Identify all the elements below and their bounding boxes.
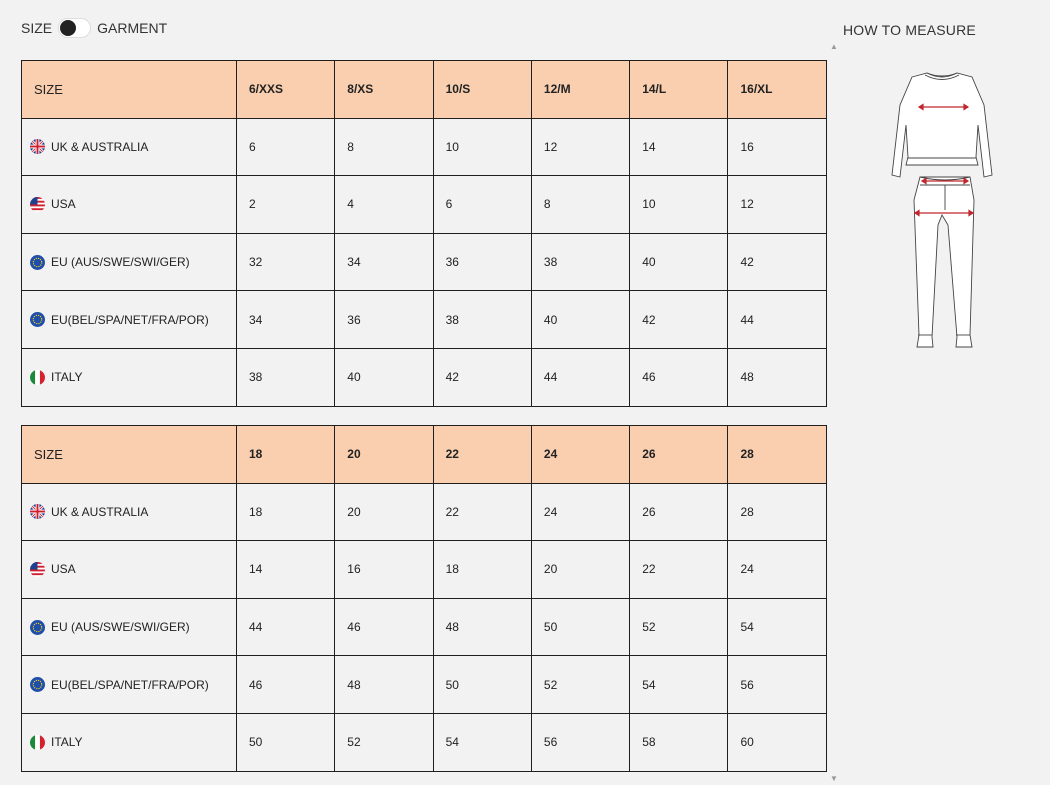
table-row [22, 291, 827, 349]
header-cell: 16/XL [728, 61, 826, 119]
size-value-cell: 14 [237, 541, 335, 599]
us-flag-icon [30, 197, 45, 212]
size-value-cell: 54 [630, 656, 728, 714]
italy-flag-icon [30, 370, 45, 385]
size-value-cell: 16 [728, 118, 826, 176]
table-row [22, 656, 827, 714]
size-value-cell: 22 [630, 541, 728, 599]
region-label: USA [51, 197, 76, 212]
size-value-cell: 14 [630, 118, 728, 176]
size-value-cell: 36 [335, 291, 433, 349]
size-value-cell: 10 [630, 176, 728, 234]
region-cell [22, 713, 237, 771]
table-header-row [22, 426, 827, 484]
size-value-cell: 52 [531, 656, 629, 714]
size-value-cell: 4 [335, 176, 433, 234]
size-value-cell: 12 [728, 176, 826, 234]
size-value-cell: 18 [433, 541, 531, 599]
header-cell: 8/XS [335, 61, 433, 119]
size-value-cell: 40 [531, 291, 629, 349]
size-value-cell: 24 [728, 541, 826, 599]
size-value-cell: 38 [433, 291, 531, 349]
header-cell: 24 [531, 426, 629, 484]
table-row [22, 176, 827, 234]
unit-toggle [21, 17, 167, 39]
size-value-cell: 60 [728, 713, 826, 771]
us-flag-icon [30, 562, 45, 577]
switch-knob [60, 20, 76, 36]
uk-flag-icon [30, 139, 45, 154]
size-value-cell: 38 [531, 233, 629, 291]
toggle-label-size: SIZE [21, 20, 53, 36]
size-value-cell: 56 [531, 713, 629, 771]
table-row [22, 483, 827, 541]
size-value-cell: 46 [630, 348, 728, 406]
size-value-cell: 42 [728, 233, 826, 291]
scroll-up-arrow-icon[interactable]: ▲ [830, 42, 838, 51]
region-cell [22, 656, 237, 714]
region-cell [22, 291, 237, 349]
size-value-cell: 8 [335, 118, 433, 176]
uk-flag-icon [30, 504, 45, 519]
size-value-cell: 46 [237, 656, 335, 714]
size-value-cell: 26 [630, 483, 728, 541]
region-label: UK & AUSTRALIA [51, 504, 149, 519]
size-value-cell: 48 [728, 348, 826, 406]
size-garment-switch[interactable] [58, 18, 91, 38]
header-cell: SIZE [22, 426, 237, 484]
size-value-cell: 42 [630, 291, 728, 349]
italy-flag-icon [30, 735, 45, 750]
region-cell [22, 483, 237, 541]
size-value-cell: 40 [630, 233, 728, 291]
header-cell: 10/S [433, 61, 531, 119]
table-header-row [22, 61, 827, 119]
size-value-cell: 36 [433, 233, 531, 291]
table-row [22, 541, 827, 599]
header-cell: 26 [630, 426, 728, 484]
size-chart-table-2 [21, 425, 827, 772]
size-value-cell: 46 [335, 598, 433, 656]
size-value-cell: 50 [531, 598, 629, 656]
size-value-cell: 54 [728, 598, 826, 656]
size-value-cell: 52 [630, 598, 728, 656]
region-cell [22, 118, 237, 176]
size-value-cell: 50 [433, 656, 531, 714]
size-value-cell: 34 [237, 291, 335, 349]
region-label: EU (AUS/SWE/SWI/GER) [51, 620, 190, 635]
size-value-cell: 34 [335, 233, 433, 291]
size-chart-table-1 [21, 60, 827, 407]
header-cell: 18 [237, 426, 335, 484]
header-cell: 12/M [531, 61, 629, 119]
size-value-cell: 38 [237, 348, 335, 406]
size-value-cell: 22 [433, 483, 531, 541]
table-row [22, 348, 827, 406]
size-value-cell: 20 [531, 541, 629, 599]
region-label: EU(BEL/SPA/NET/FRA/POR) [51, 312, 209, 327]
how-to-measure-title: HOW TO MEASURE [843, 22, 976, 38]
size-value-cell: 44 [237, 598, 335, 656]
region-label: ITALY [51, 370, 83, 385]
size-value-cell: 56 [728, 656, 826, 714]
region-label: ITALY [51, 735, 83, 750]
header-cell: SIZE [22, 61, 237, 119]
header-cell: 22 [433, 426, 531, 484]
size-value-cell: 20 [335, 483, 433, 541]
header-cell: 28 [728, 426, 826, 484]
region-cell [22, 233, 237, 291]
size-value-cell: 44 [531, 348, 629, 406]
size-value-cell: 10 [433, 118, 531, 176]
eu-flag-icon [30, 255, 45, 270]
region-label: EU (AUS/SWE/SWI/GER) [51, 255, 190, 270]
size-value-cell: 52 [335, 713, 433, 771]
size-value-cell: 40 [335, 348, 433, 406]
eu-flag-icon [30, 620, 45, 635]
table-row [22, 233, 827, 291]
region-cell [22, 348, 237, 406]
table-row [22, 118, 827, 176]
region-cell [22, 541, 237, 599]
table-row [22, 598, 827, 656]
header-cell: 14/L [630, 61, 728, 119]
region-label: UK & AUSTRALIA [51, 139, 149, 154]
region-cell [22, 176, 237, 234]
size-value-cell: 18 [237, 483, 335, 541]
table-row [22, 713, 827, 771]
size-value-cell: 54 [433, 713, 531, 771]
size-value-cell: 2 [237, 176, 335, 234]
eu-flag-icon [30, 312, 45, 327]
scroll-down-arrow-icon[interactable]: ▼ [830, 774, 838, 783]
size-value-cell: 44 [728, 291, 826, 349]
size-value-cell: 50 [237, 713, 335, 771]
size-value-cell: 58 [630, 713, 728, 771]
size-value-cell: 12 [531, 118, 629, 176]
size-value-cell: 6 [237, 118, 335, 176]
size-value-cell: 8 [531, 176, 629, 234]
size-value-cell: 16 [335, 541, 433, 599]
region-label: EU(BEL/SPA/NET/FRA/POR) [51, 677, 209, 692]
size-value-cell: 48 [335, 656, 433, 714]
eu-flag-icon [30, 677, 45, 692]
size-value-cell: 28 [728, 483, 826, 541]
size-value-cell: 32 [237, 233, 335, 291]
garment-measure-illustration [882, 65, 1002, 365]
size-value-cell: 48 [433, 598, 531, 656]
region-label: USA [51, 562, 76, 577]
region-cell [22, 598, 237, 656]
header-cell: 6/XXS [237, 61, 335, 119]
size-value-cell: 24 [531, 483, 629, 541]
toggle-label-garment: GARMENT [97, 20, 168, 36]
header-cell: 20 [335, 426, 433, 484]
size-value-cell: 6 [433, 176, 531, 234]
size-value-cell: 42 [433, 348, 531, 406]
